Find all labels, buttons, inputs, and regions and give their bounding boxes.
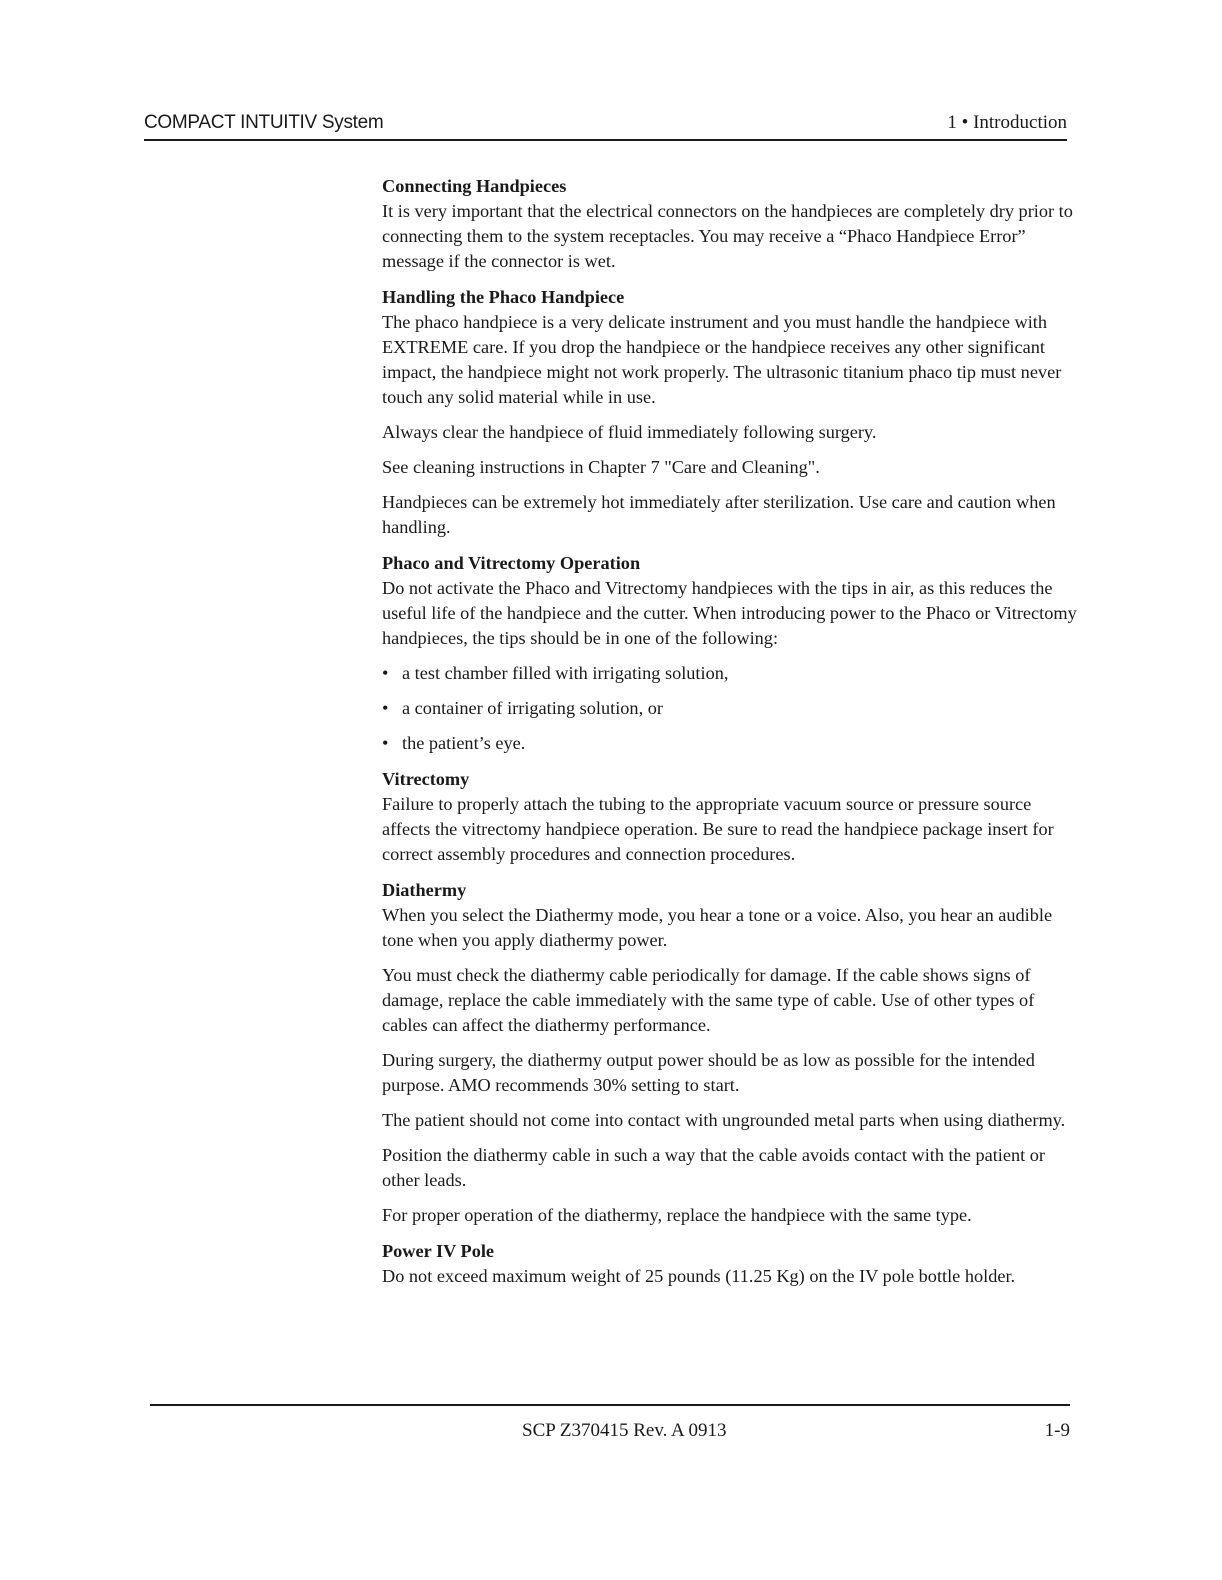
- list-item: [382, 731, 1082, 756]
- paragraph: It is very important that the electrical connectors on the handpieces are completely dry prior to connecting them to the system receptacles. You may receive a “Phaco Handpiece Error” message if the connector is wet.: [382, 201, 1073, 271]
- running-title: COMPACT INTUITIV System: [144, 112, 384, 133]
- paragraph: See cleaning instructions in Chapter 7 "Care and Cleaning".: [382, 457, 820, 477]
- section: [382, 173, 1082, 274]
- list-item-text: a test chamber filled with irrigating solution,: [402, 663, 729, 683]
- paragraph: The phaco handpiece is a very delicate instrument and you must handle the handpiece with EXTREME care. If you drop the handpiece or the handpiece receives any other significant impact, the handpiece might not work properly. The ultrasonic titanium phaco tip must never touch any solid material while in use.: [382, 312, 1062, 407]
- section-heading: Connecting Handpieces: [382, 176, 567, 196]
- section-heading: Handling the Phaco Handpiece: [382, 287, 625, 307]
- paragraph: During surgery, the diathermy output power should be as low as possible for the intended purpose. AMO recommends 30% setting to start.: [382, 1050, 1035, 1095]
- list-item: [382, 696, 1082, 721]
- paragraph: Do not activate the Phaco and Vitrectomy handpieces with the tips in air, as this reduces the useful life of the handpiece and the cutter. When introducing power to the Phaco or Vitrectomy handpieces, the tips should be in one of the following:: [382, 578, 1077, 648]
- paragraph: For proper operation of the diathermy, replace the handpiece with the same type.: [382, 1205, 972, 1225]
- bullet-icon: •: [382, 733, 389, 753]
- section: [382, 550, 1082, 756]
- paragraph: When you select the Diathermy mode, you hear a tone or a voice. Also, you hear an audible tone when you apply diathermy power.: [382, 905, 1053, 950]
- page-header: [144, 112, 1067, 140]
- document-number: SCP Z370415 Rev. A 0913: [522, 1420, 727, 1441]
- header-divider: [144, 139, 1067, 141]
- footer-divider: [150, 1404, 1070, 1406]
- bullet-icon: •: [382, 663, 389, 683]
- section: [382, 284, 1082, 540]
- section-heading: Power IV Pole: [382, 1241, 495, 1261]
- page-number: 1-9: [1044, 1420, 1070, 1441]
- section: [382, 1238, 1082, 1289]
- section: [382, 877, 1082, 1228]
- paragraph: Always clear the handpiece of fluid immediately following surgery.: [382, 422, 877, 442]
- paragraph: You must check the diathermy cable periodically for damage. If the cable shows signs of damage, replace the cable immediately with the same type of cable. Use of other types of cables can affect the diathermy performance.: [382, 965, 1035, 1035]
- paragraph: Handpieces can be extremely hot immediately after sterilization. Use care and caution when handling.: [382, 492, 1056, 537]
- bullet-list: [382, 661, 1082, 756]
- paragraph: Failure to properly attach the tubing to the appropriate vacuum source or pressure source affects the vitrectomy handpiece operation. Be sure to read the handpiece package insert for correct assembly procedures and connection procedures.: [382, 794, 1054, 864]
- bullet-icon: •: [382, 698, 389, 718]
- list-item-text: the patient’s eye.: [402, 733, 526, 753]
- paragraph: The patient should not come into contact with ungrounded metal parts when using diathermy.: [382, 1110, 1066, 1130]
- list-item: [382, 661, 1082, 686]
- paragraph: Position the diathermy cable in such a way that the cable avoids contact with the patient or other leads.: [382, 1145, 1046, 1190]
- section-heading: Diathermy: [382, 880, 467, 900]
- section: [382, 766, 1082, 867]
- main-content: [382, 173, 1082, 1299]
- paragraph: Do not exceed maximum weight of 25 pounds (11.25 Kg) on the IV pole bottle holder.: [382, 1266, 1016, 1286]
- list-item-text: a container of irrigating solution, or: [402, 698, 663, 718]
- chapter-title: 1 • Introduction: [947, 112, 1067, 133]
- section-heading: Vitrectomy: [382, 769, 470, 789]
- section-heading: Phaco and Vitrectomy Operation: [382, 553, 641, 573]
